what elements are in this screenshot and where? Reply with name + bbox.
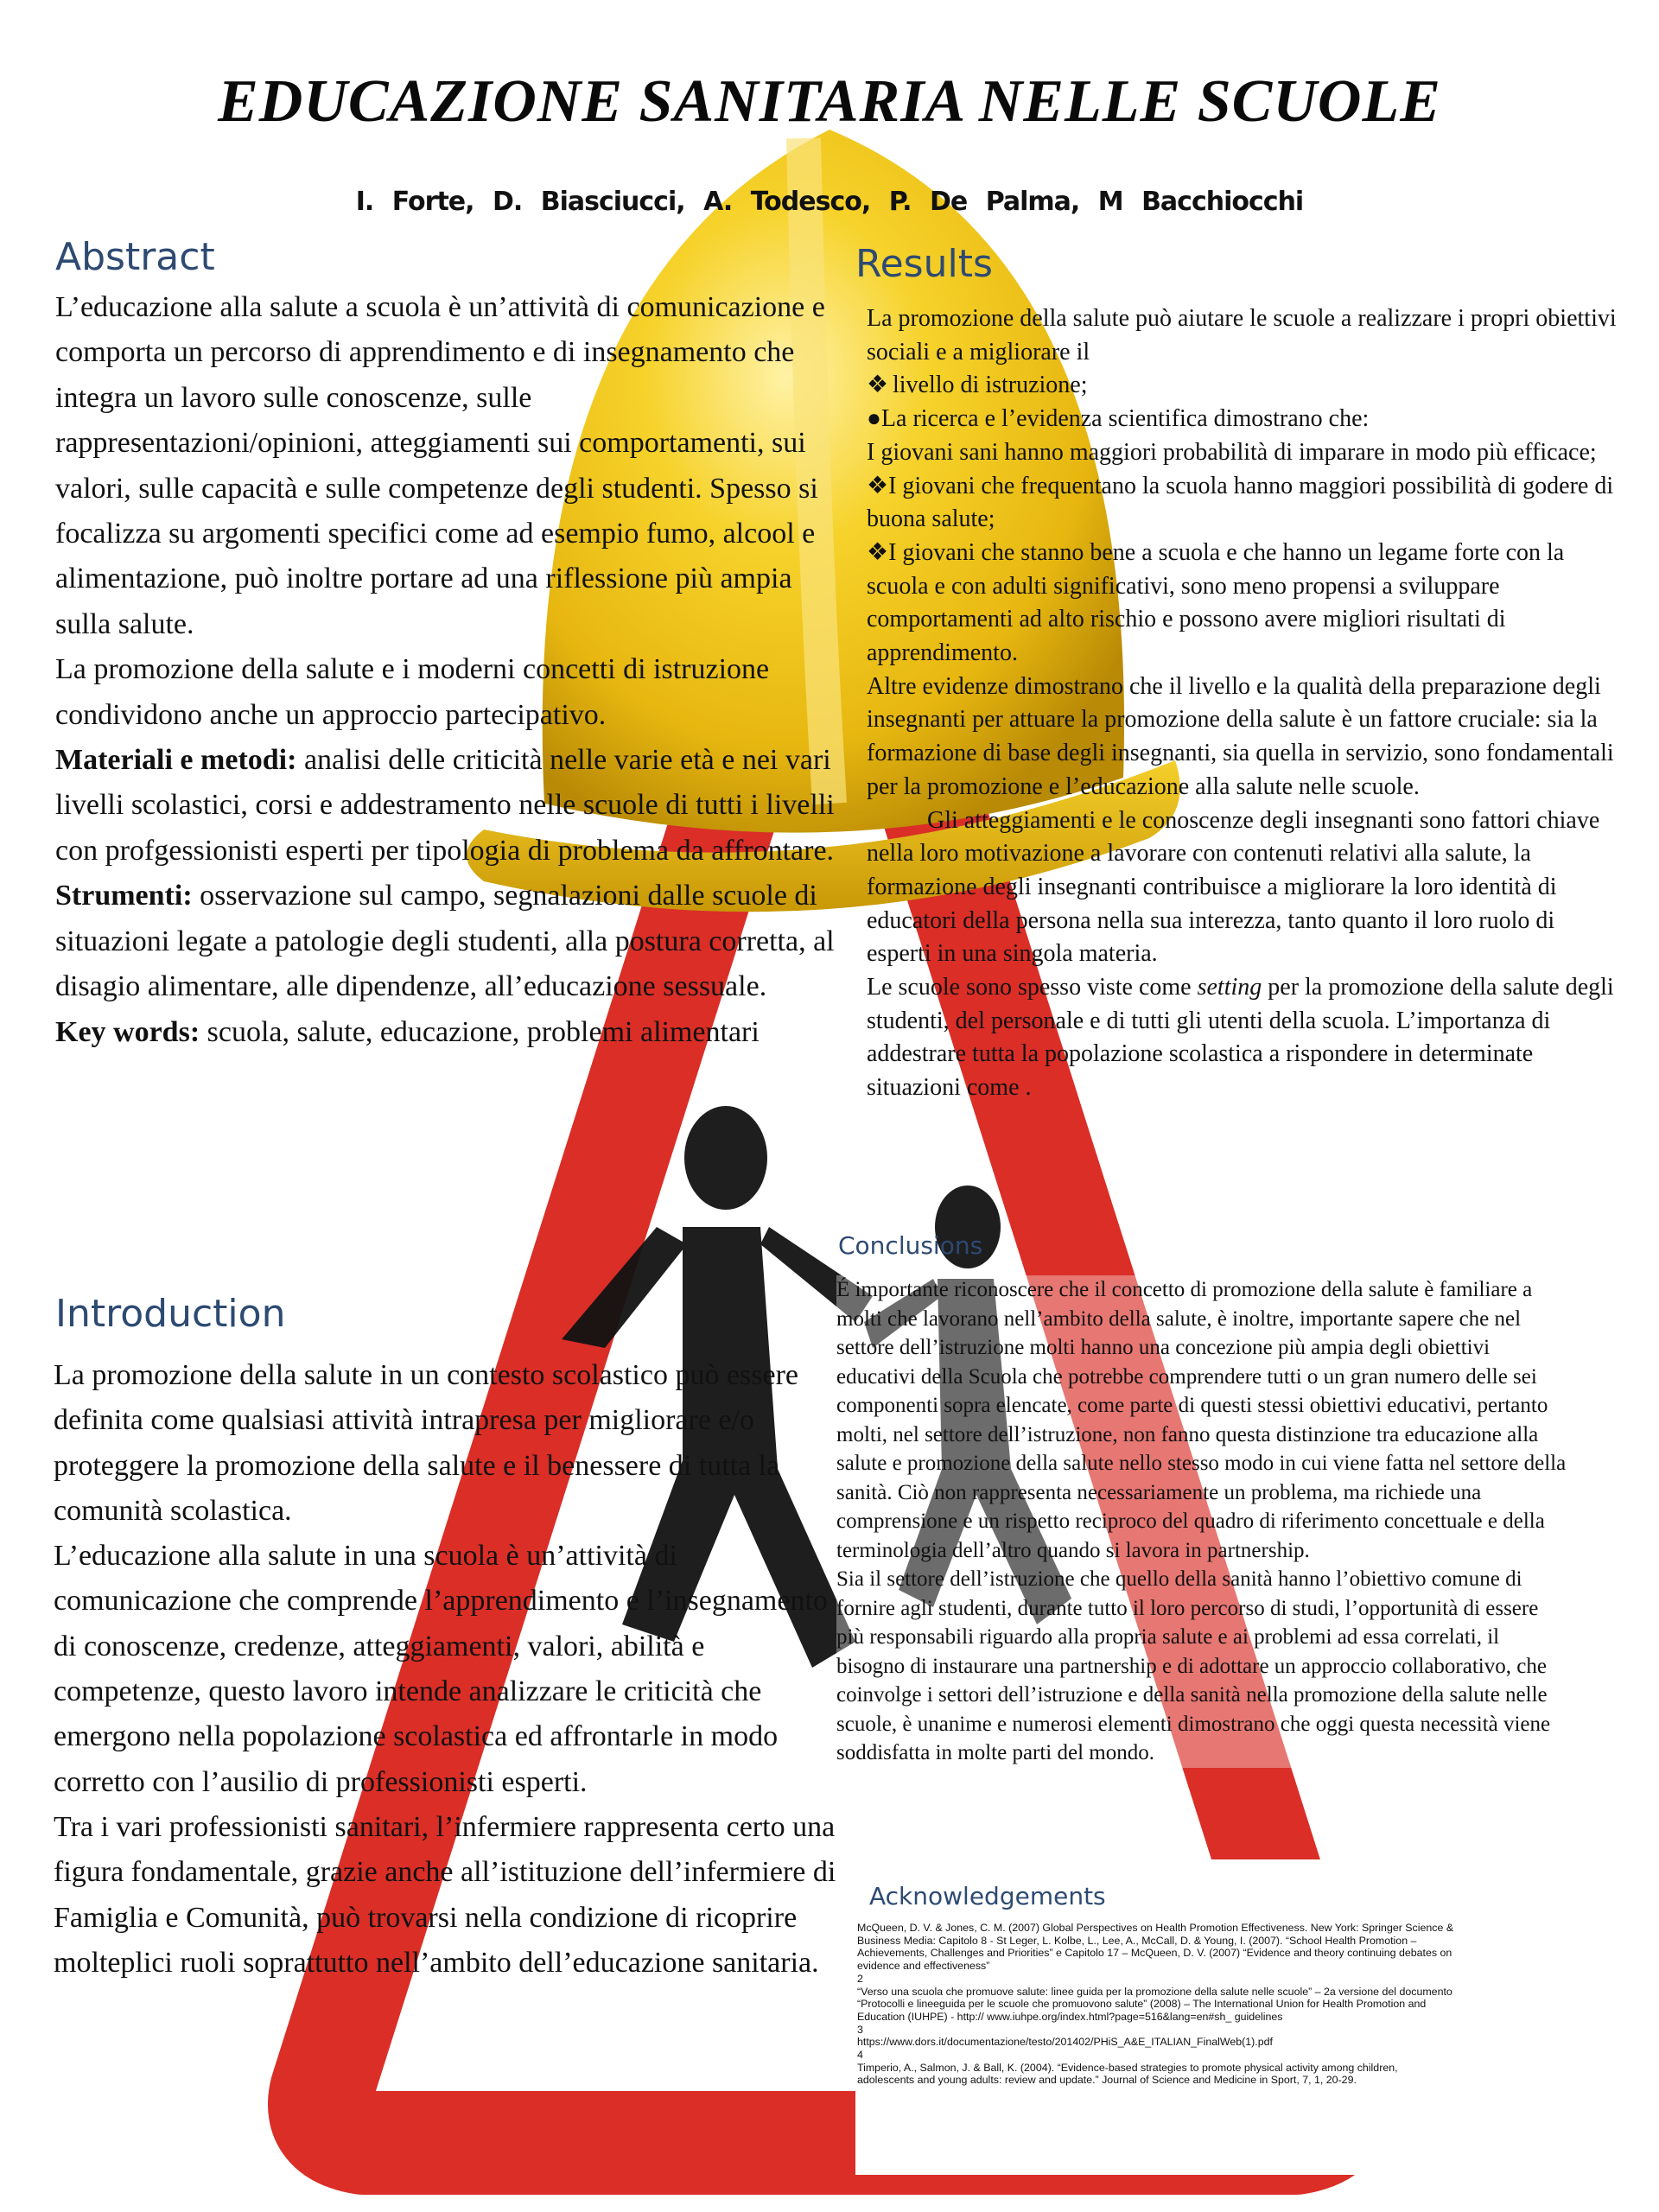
reference-number: 4: [857, 2049, 863, 2062]
acknowledgements-heading: Acknowledgements: [869, 1882, 1106, 1910]
conclusions-body: [836, 1275, 1571, 1768]
introduction-body: [54, 1353, 849, 1986]
conclusions-paragraph: É importante riconoscere che il concetto di promozione della salute è familiare a molti che lavorano nell’ambito della salute, è inoltre, importante sapere che nel settore dell’istruzione molti hanno una concezione più ampia degli obiettivi educativi della Scuola che potrebbe comprendere tutti o un gran numero delle sei componenti sopra elencate, come parte di questi stessi obiettivi educativi, pertanto molti, nel settore dell’istruzione, non fanno questa distinzione tra educazione alla salute e promozione della salute nello stesso modo in cui viene fatta nel settore della sanità. Ciò non rappresenta necessariamente un problema, ma richiede una comprensione e un rispetto reciproco del quadro di riferimento concettuale e della terminologia dell’altro quando si lavora in partnership.: [836, 1278, 1567, 1562]
results-paragraph: Gli atteggiamenti e le conoscenze degli insegnanti sono fattori chiave nella loro motivazione a lavorare con contenuti relativi alla salute, la formazione degli insegnanti contribuisce a migliorare la loro identità di educatori della persona nella sua interezza, tanto quanto il loro ruolo di esperti in una singola materia.: [867, 806, 1600, 968]
introduction-paragraph: Tra i vari professionisti sanitari, l’infermiere rappresenta certo una figura fondamentale, grazie anche all’istituzione dell’infermiere di Famiglia e Comunità, può trovarsi nella condizione di ricoprire molteplici ruoli soprattutto nell’ambito dell’educazione sanitaria.: [54, 1810, 836, 1979]
abstract-paragraph: L’educazione alla salute a scuola è un’attività di comunicazione e comporta un percorso di apprendimento e di insegnamento che integra un lavoro sulle conoscenze, sulle rappresentazioni/opinioni, atteggiamenti sui comportamenti, sui valori, sulle capacità e sulle competenze degli studenti. Spesso si focalizza su argomenti specifici come ad esempio fumo, alcool e alimentazione, può inoltre portare ad una riflessione più ampia sulla salute.: [55, 291, 825, 640]
results-bullet: ●La ricerca e l’evidenza scientifica dimostrano che:: [867, 405, 1370, 433]
results-heading: Results: [855, 242, 993, 286]
poster-authors: I. Forte, D. Biasciucci, A. Todesco, P. De Palma, M Bacchiocchi: [355, 187, 1304, 217]
dot-bullet-icon: ●: [867, 405, 881, 433]
reference-number: 2: [857, 1972, 863, 1985]
materiali-text: analisi delle criticità nelle varie età e nei vari livelli scolastici, corsi e addestramento nelle scuole di tutti i livelli con profgessionisti esperti per tipologia di problema da affrontare.: [55, 744, 835, 867]
poster-title: EDUCAZIONE SANITARIA NELLE SCUOLE: [218, 68, 1441, 135]
abstract-heading: Abstract: [55, 235, 215, 279]
reference-item: https://www.dors.it/documentazione/testo/201402/PHiS_A&E_ITALIAN_FinalWeb(1).pdf: [857, 2036, 1273, 2049]
keywords-label: Key words:: [55, 1015, 200, 1048]
acknowledgements-panel: [855, 1859, 1482, 2175]
results-bullet: ❖ livello di istruzione;: [867, 369, 1618, 403]
acknowledgements-references: [857, 1922, 1458, 2087]
results-paragraph: Le scuole sono spesso viste come setting per la promozione della salute degli studenti, del personale e di tutti gli utenti della scuola. L’importanza di addestrare tutta la popolazione scolastica a rispondere in determinate situazioni come .: [867, 974, 1614, 1102]
diamond-bullet-icon: ❖: [867, 472, 889, 499]
strumenti-label: Strumenti:: [55, 880, 193, 912]
results-bullet: ❖I giovani che frequentano la scuola hanno maggiori possibilità di godere di buona salute;: [867, 472, 1614, 533]
reference-number: 3: [857, 2023, 863, 2036]
results-paragraph: I giovani sani hanno maggiori probabilità di imparare in modo più efficace;: [867, 438, 1597, 466]
diamond-bullet-icon: ❖: [867, 372, 889, 399]
strumenti-text: osservazione sul campo, segnalazioni dalle scuole di situazioni legate a patologie degli studenti, alla postura corretta, al disagio alimentare, alle dipendenze, all’educazione sessuale.: [55, 880, 835, 1003]
materiali-label: Materiali e metodi:: [55, 744, 297, 777]
abstract-materiali: [55, 738, 842, 874]
keywords-text: scuola, salute, educazione, problemi alimentari: [200, 1015, 760, 1048]
abstract-paragraph: La promozione della salute e i moderni concetti di istruzione condividono anche un approccio partecipativo.: [55, 653, 770, 731]
abstract-body: [55, 285, 842, 1055]
results-bullet: ❖I giovani che stanno bene a scuola e che hanno un legame forte con la scuola e con adulti significativi, sono meno propensi a sviluppare comportamenti ad alto rischio e possono avere migliori risultati di apprendimento.: [867, 538, 1565, 667]
abstract-strumenti: [55, 874, 842, 1009]
conclusions-heading: Conclusions: [838, 1231, 983, 1260]
conclusions-paragraph: Sia il settore dell’istruzione che quello della sanità hanno l’obiettivo comune di fornire agli studenti, durante tutto il loro percorso di studi, l’opportunità di essere più responsabili riguardo alla propria salute e ai problemi ad essa correlati, il bisogno di instaurare una partnership e di adottare un approccio collaborativo, che coinvolge i settori dell’istruzione e della sanità nella promozione della salute nelle scuole, è unanime e numerosi elementi dimostrano che oggi questa necessità viene soddisfatta in molte parti del mondo.: [836, 1567, 1551, 1764]
introduction-paragraph: L’educazione alla salute in una scuola è un’attività di comunicazione che comprende l’apprendimento e l’insegnamento di conoscenze, credenze, atteggiamenti, valori, abilità e competenze, questo lavoro intende analizzare le criticità che emergono nella popolazione scolastica ed affrontarle in modo corretto con l’ausilio di professionisti esperti.: [54, 1540, 828, 1798]
reference-item: “Verso una scuola che promuove salute: linee guida per la promozione della salute nelle scuole” – 2a versione del documento “Protocolli e lineeguida per le scuole che promuovono salute” (2008) – The International Union for Health Promotion and Education (IUHPE) - http:// www.iuhpe.org/index.html?page=516&lang=en#sh_ guidelines: [857, 1985, 1452, 2023]
abstract-keywords: [55, 1010, 842, 1055]
diamond-bullet-icon: ❖: [867, 538, 889, 566]
introduction-heading: Introduction: [55, 1292, 286, 1336]
reference-item: McQueen, D. V. & Jones, C. M. (2007) Global Perspectives on Health Promotion Effectiveness. New York: Springer Science & Business Media: Capitolo 8 - St Leger, L. Kolbe, L., Lee, A., McCall, D. & Young, I. (2007). “School Health Promotion – Achievements, Challenges and Priorities” e Capitolo 17 – McQueen, D. V. (2007) “Evidence and theory continuing debates on evidence and effectiveness”: [857, 1922, 1454, 1973]
results-paragraph: Altre evidenze dimostrano che il livello e la qualità della preparazione degli insegnanti per attuare la promozione della salute è un fattore cruciale: sia la formazione di base degli insegnanti, sia quella in servizio, sono fondamentali per la promozione e l’educazione alla salute nelle scuole.: [867, 672, 1614, 800]
results-paragraph: La promozione della salute può aiutare le scuole a realizzare i propri obiettivi sociali e a migliorare il: [867, 305, 1617, 365]
introduction-paragraph: La promozione della salute in un contesto scolastico può essere definita come qualsiasi attività intrapresa per migliorare e/o proteggere la promozione della salute e il benessere di tutta la comunità scolastica.: [54, 1359, 799, 1527]
reference-item: Timperio, A., Salmon, J. & Ball, K. (2004). “Evidence-based strategies to promote physical activity among children, adolescents and young adults: review and update.” Journal of Science and Medicine in Sport, 7, 1, 20-29.: [857, 2061, 1398, 2087]
results-body: [867, 302, 1618, 1105]
